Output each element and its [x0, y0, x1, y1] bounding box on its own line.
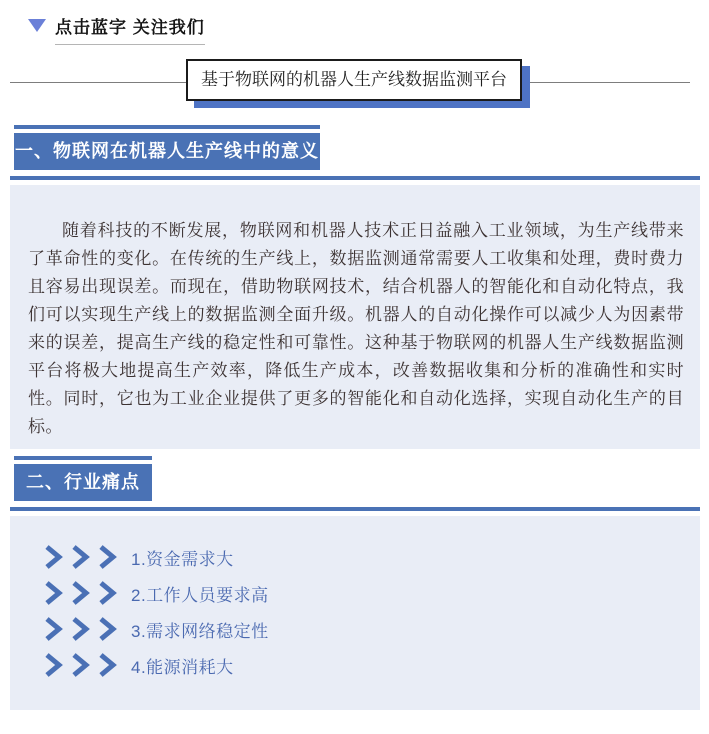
section-1-content: [10, 185, 700, 449]
follow-link[interactable]: 点击蓝字 关注我们: [55, 13, 205, 45]
section-2-content: [10, 516, 700, 710]
header-top-line: [14, 125, 320, 129]
section-1-paragraph: 随着科技的不断发展，物联网和机器人技术正日益融入工业领域，为生产线带来了革命性的变化。在传统的生产线上，数据监测通常需要人工收集和处理，费时费力且容易出现误差。而现在，借助物联网技术，结合机器人的智能化和自动化特点，我们可以实现生产线上的数据监测全面升级。机器人的自动化操作可以减少人为因素带来的误差，提高生产线的稳定性和可靠性。这种基于物联网的机器人生产线数据监测平台将极大地提高生产效率，降低生产成本，改善数据收集和分析的准确性和实时性。同时，它也为工业企业提供了更多的智能化和自动化选择，实现自动化生产的目标。: [28, 221, 684, 436]
article-page: [0, 13, 709, 710]
section-2-header: [0, 456, 709, 511]
triple-chevron-right-icon: [43, 545, 117, 569]
section-1-header: [0, 125, 709, 180]
follow-banner[interactable]: [28, 13, 709, 45]
title-banner: [0, 59, 709, 109]
section-1-heading: 一、物联网在机器人生产线中的意义: [14, 133, 320, 170]
list-item-label: 4.能源消耗大: [131, 657, 234, 677]
header-divider-line: [10, 507, 700, 511]
article-title: 基于物联网的机器人生产线数据监测平台: [186, 59, 522, 101]
triangle-down-icon: [28, 19, 46, 32]
section-2-heading: 二、行业痛点: [14, 464, 152, 501]
header-top-line: [14, 456, 152, 460]
list-item: [43, 544, 700, 570]
list-item-label: 3.需求网络稳定性: [131, 621, 269, 641]
triple-chevron-right-icon: [43, 617, 117, 641]
list-item: [43, 616, 700, 642]
list-item: [43, 580, 700, 606]
triple-chevron-right-icon: [43, 653, 117, 677]
list-item-label: 1.资金需求大: [131, 549, 234, 569]
list-item-label: 2.工作人员要求高: [131, 585, 269, 605]
header-divider-line: [10, 176, 700, 180]
triple-chevron-right-icon: [43, 581, 117, 605]
list-item: [43, 652, 700, 678]
